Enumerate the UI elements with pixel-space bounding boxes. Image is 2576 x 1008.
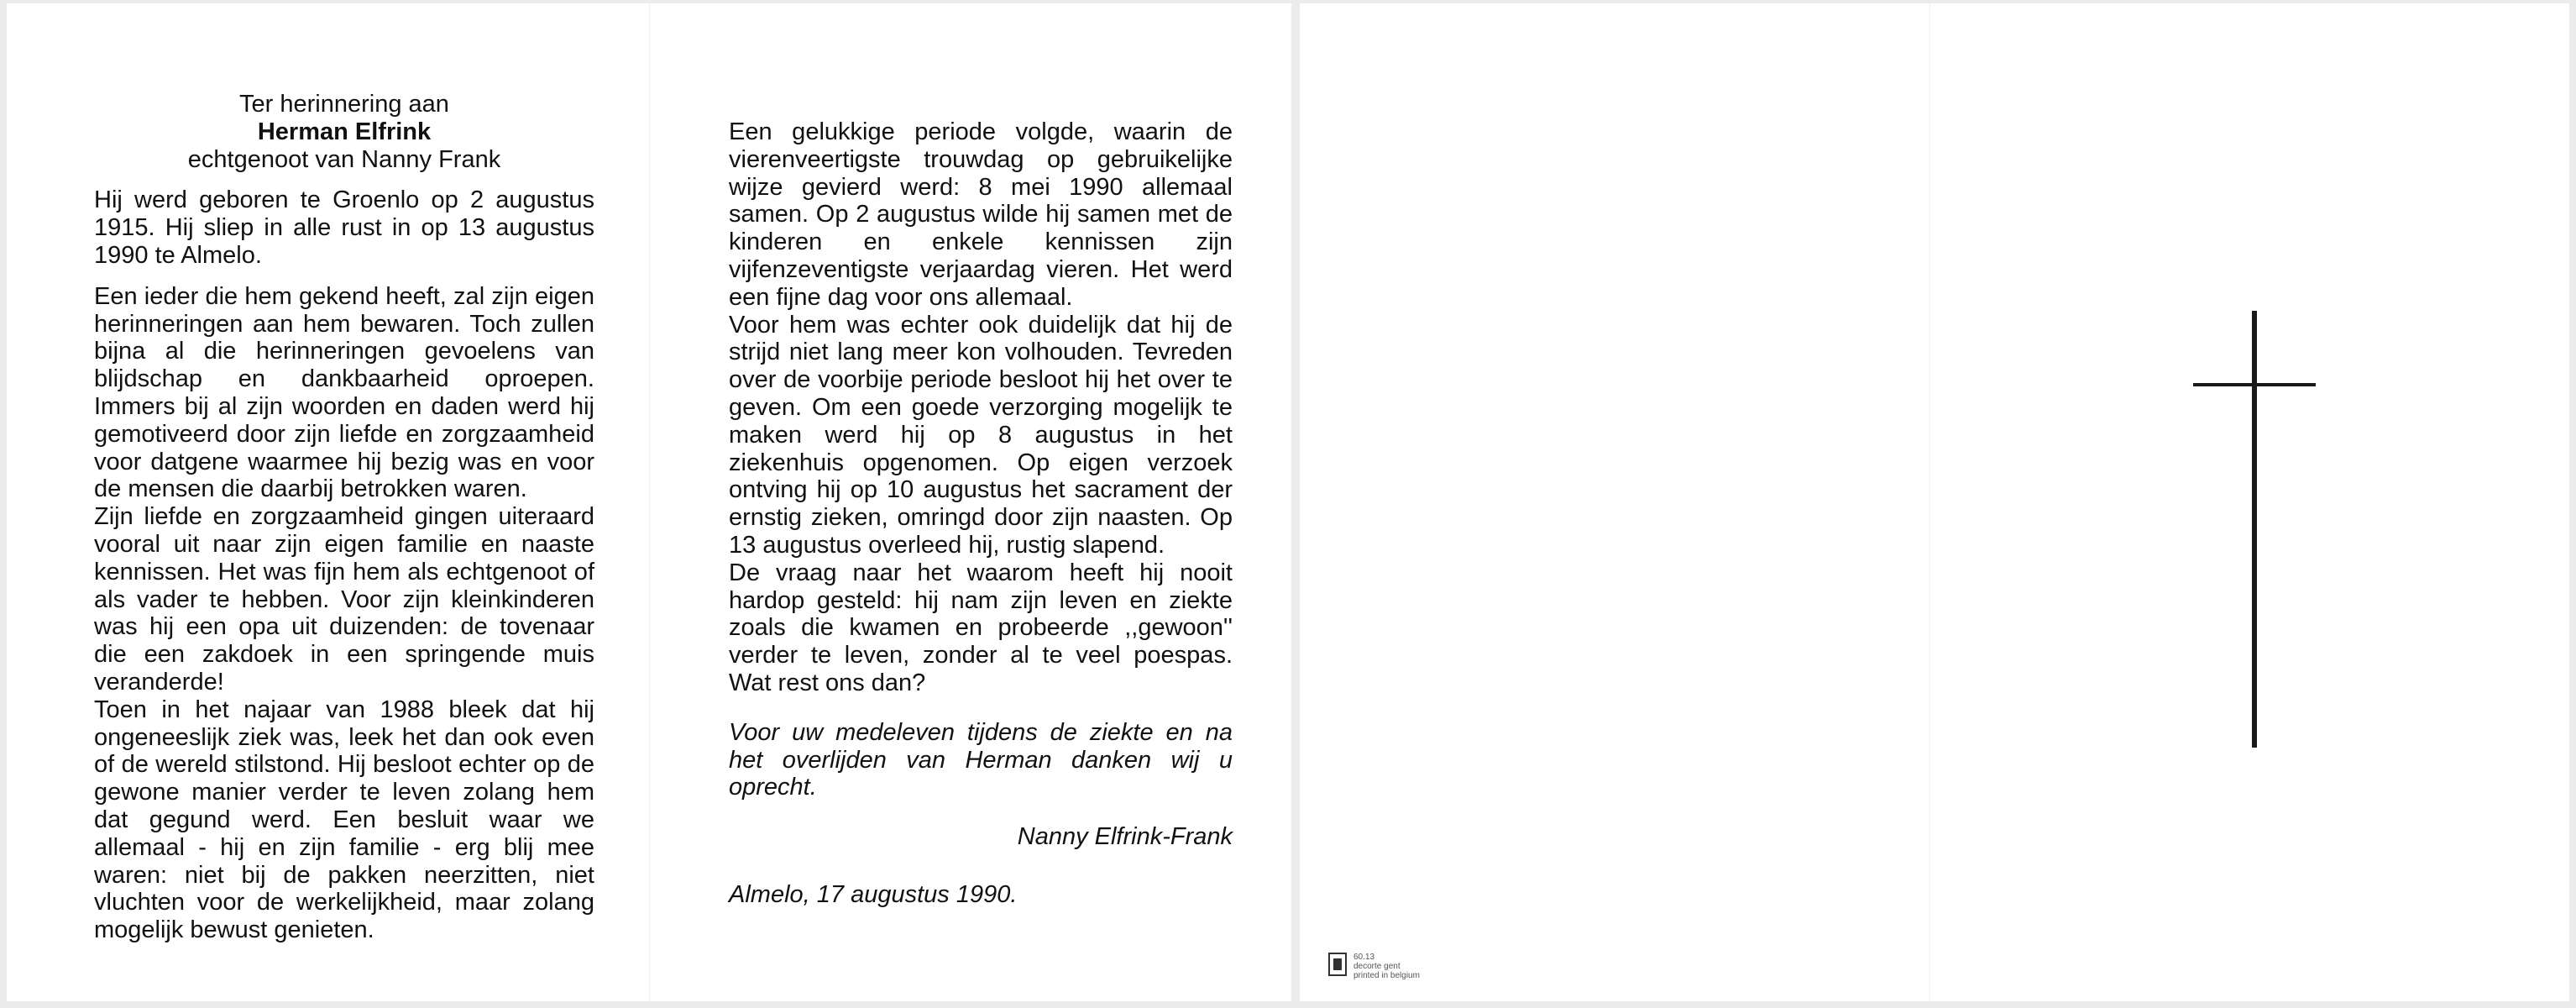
- paragraph-memories: Een ieder die hem gekend heeft, zal zijn eigen herinneringen aan hem bewaren. Toch zullen bijna al die herinneringen gevoelens van blijdschap en dankbaarheid oproepen. Immers bij al zijn woorden en daden werd hij gemotiveerd door zijn liefde en zorgzaamheid voor datgene waarmee hij bezig was en voor de mensen die daarbij betrokken waren.: [94, 282, 594, 503]
- signature: Nanny Elfrink-Frank: [1017, 823, 1233, 851]
- card-inner-spread: [7, 3, 1291, 1001]
- paragraph-hospital: Voor hem was echter ook duidelijk dat hij de strijd niet lang meer kon volhouden. Tevreden over de voorbije periode besloot hij het over te geven. Om een goede verzorging mogelijk te maken werd hij op 8 augustus in het ziekenhuis opgenomen. Op eigen verzoek ontving hij op 10 augustus het sacrament der ernstig zieken, omringd door zijn naasten. Op 13 augustus overleed hij, rustig slapend.: [729, 311, 1233, 559]
- column-left: [94, 91, 594, 944]
- heading: [94, 91, 594, 173]
- printer-country: printed in belgium: [1353, 971, 1420, 980]
- printer-mark: [1328, 953, 1420, 980]
- paragraph-family: Zijn liefde en zorgzaamheid gingen uiteraard vooral uit naar zijn eigen familie en naaste kennissen. Het was fijn hem als echtgenoot of als vader te hebben. Voor zijn kleinkinderen was hij een opa uit duizenden: de tovenaar die een zakdoek in een springende muis veranderde!: [94, 503, 594, 696]
- paragraph-happy-period: Een gelukkige periode volgde, waarin de vierenveertigste trouwdag op gebruikelijke wijze gevierd werd: 8 mei 1990 allemaal samen. Op 2 augustus wilde hij samen met de kinderen en enkele kennissen zijn vijfenzeventigste verjaardag vieren. Het werd een fijne dag voor ons allemaal.: [729, 118, 1233, 311]
- printer-logo-icon: [1328, 953, 1347, 976]
- paragraph-birth-death: Hij werd geboren te Groenlo op 2 augustus 1915. Hij sliep in alle rust in op 13 augustus 1990 te Almelo.: [94, 186, 594, 269]
- center-fold: [649, 3, 650, 1001]
- column-right: [729, 118, 1233, 909]
- heading-spouse: echtgenoot van Nanny Frank: [187, 145, 501, 173]
- place-date: Almelo, 17 augustus 1990.: [729, 880, 1018, 908]
- paragraph-question: De vraag naar het waarom heeft hij nooit hardop gesteld: hij nam zijn leven en ziekte zoals die kwamen en probeerde ,,gewoon'' verder te leven, zonder al te veel poespas. Wat rest ons dan?: [729, 559, 1233, 696]
- printer-code: 60.13: [1353, 953, 1375, 962]
- back-fold: [1929, 3, 1930, 1001]
- printer-name: decorte gent: [1353, 962, 1401, 971]
- thanks-text: Voor uw medeleven tijdens de ziekte en na het overlijden van Herman danken wij u oprecht.: [729, 718, 1233, 801]
- card-back-cover: [1300, 3, 2569, 1001]
- paragraph-illness: Toen in het najaar van 1988 bleek dat hij ongeneeslijk ziek was, leek het dan ook even of de wereld stilstond. Hij besloot echter op de gewone manier verder te leven zolang hem dat gegund werd. Een besluit waar we allemaal - hij en zijn familie - erg blij mee waren: niet bij de pakken neerzitten, niet vluchten voor de werkelijkheid, maar zolang mogelijk bewust genieten.: [94, 696, 594, 944]
- heading-intro: Ter herinnering aan: [239, 91, 449, 118]
- deceased-name: Herman Elfrink: [257, 118, 432, 145]
